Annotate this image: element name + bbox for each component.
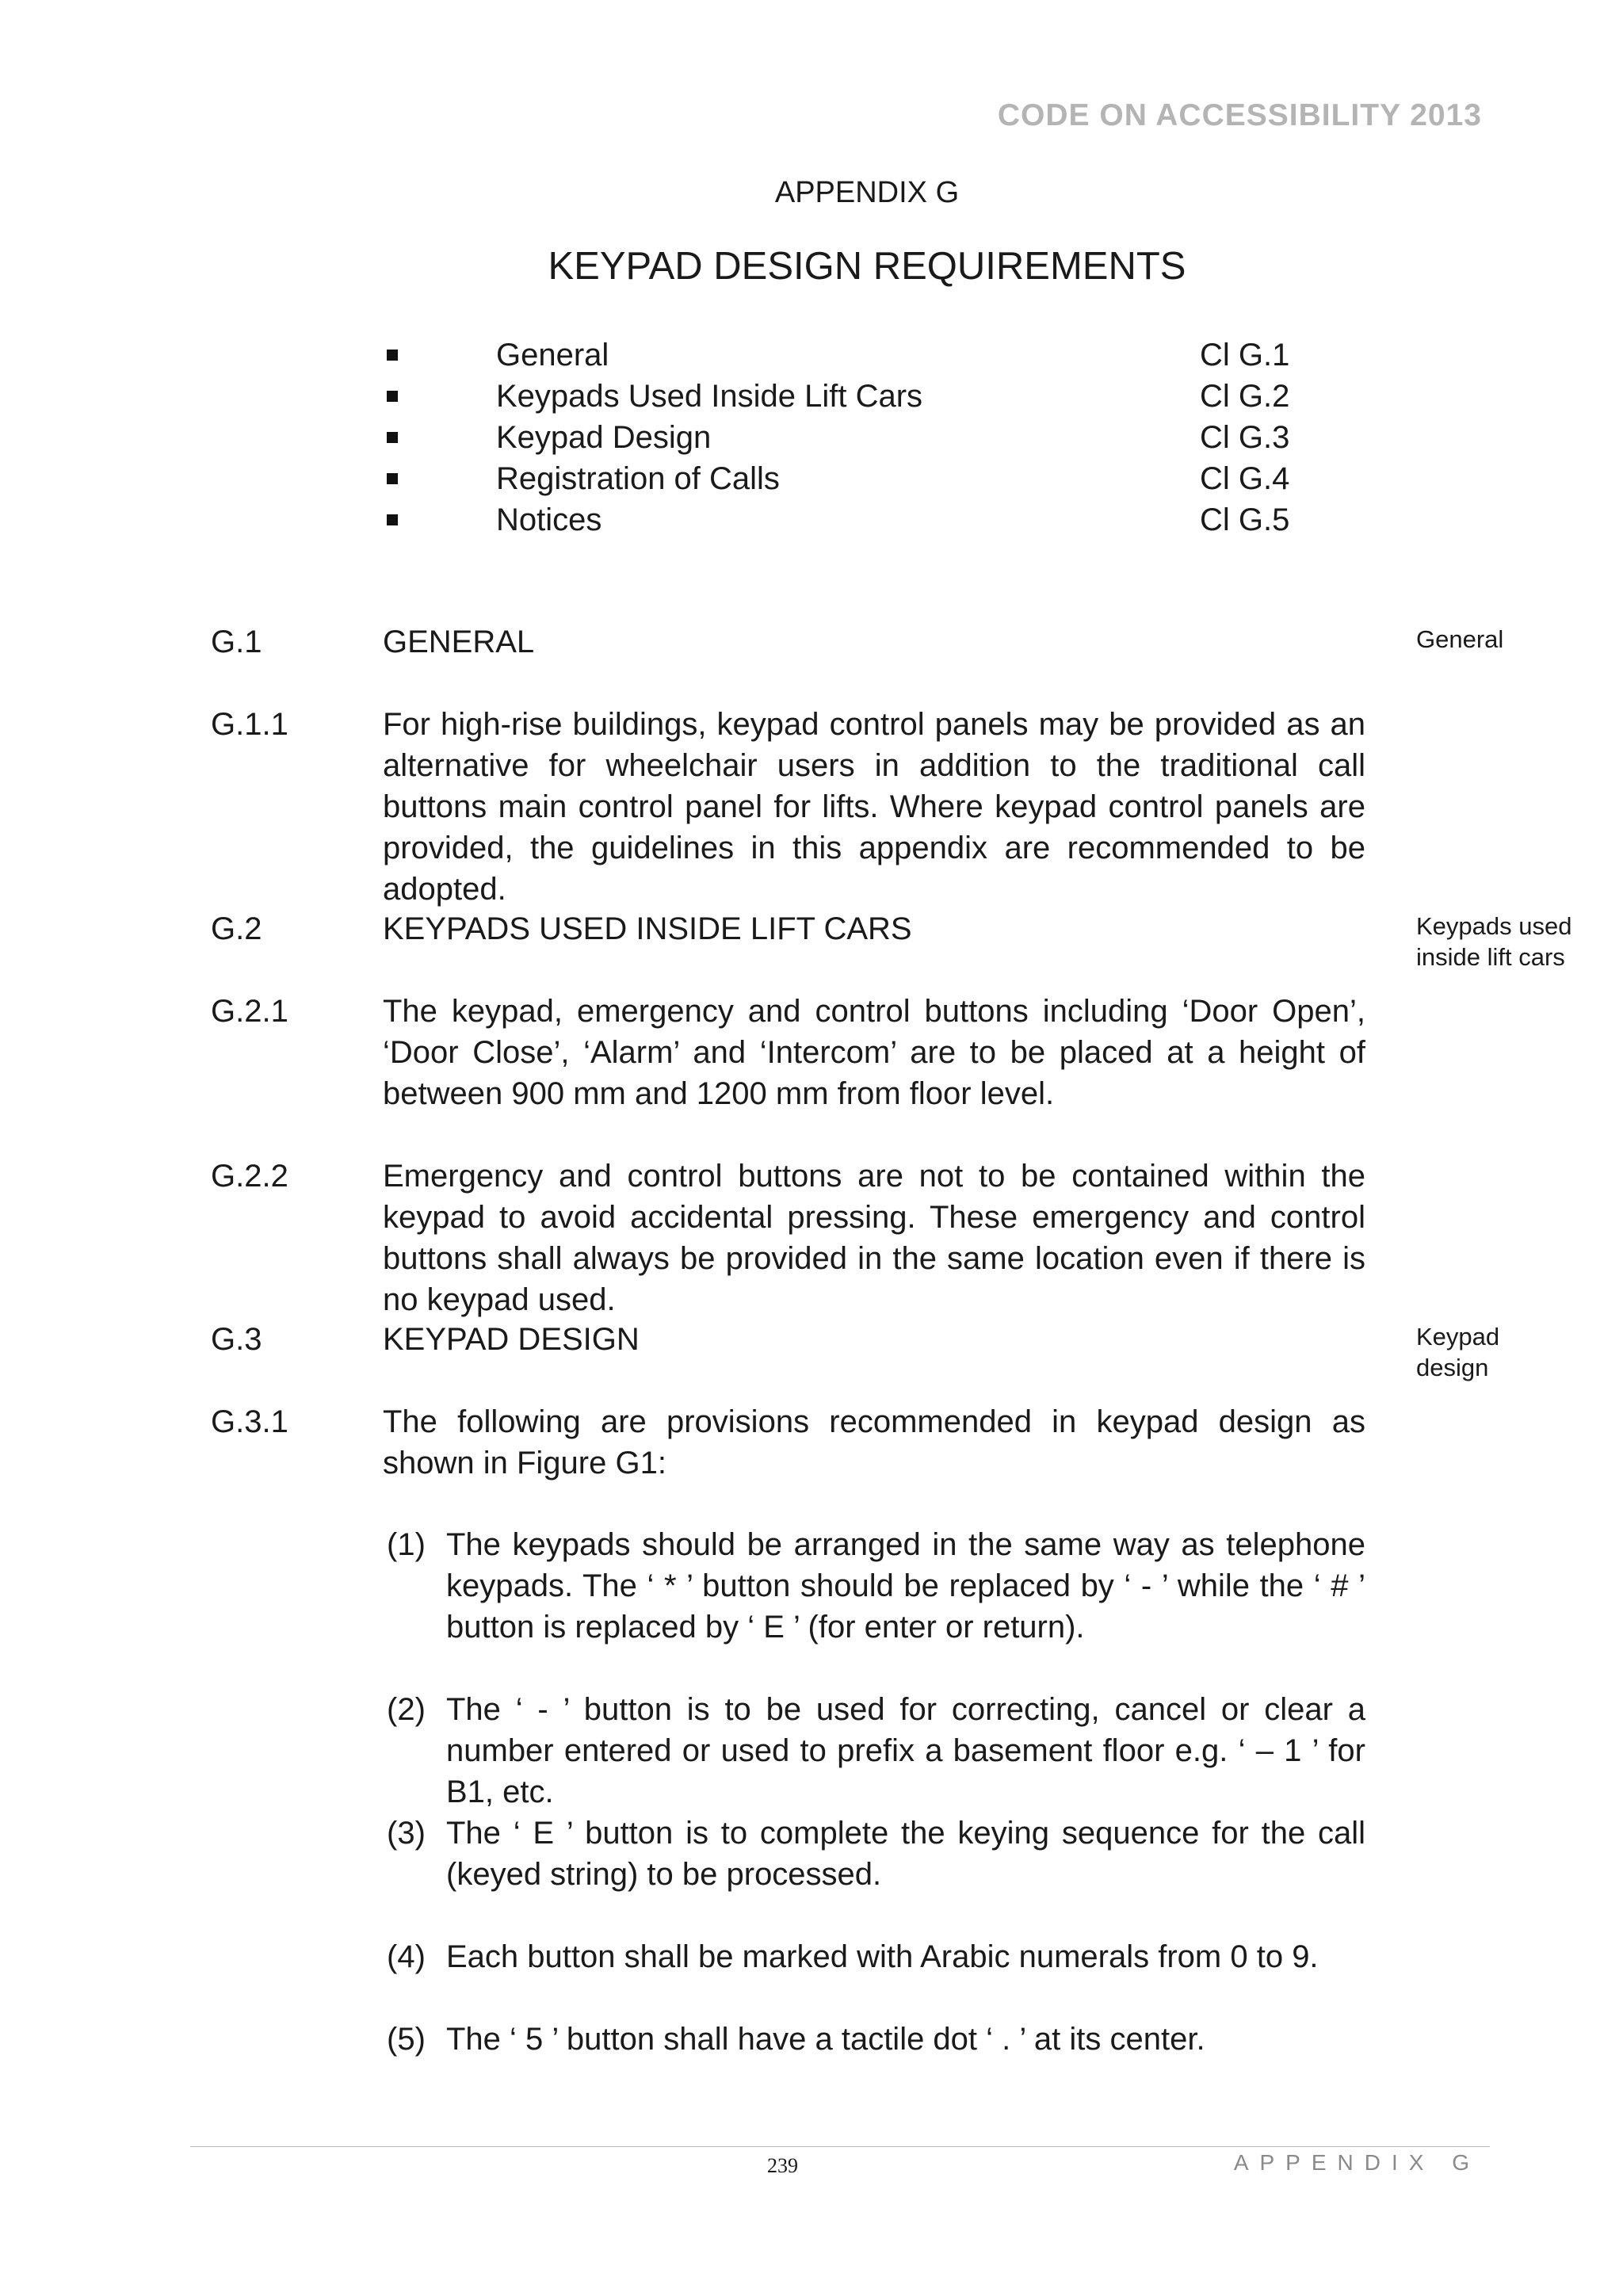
contents-item	[387, 458, 1290, 499]
bullet-icon	[387, 432, 398, 443]
contents-item	[387, 376, 1290, 417]
contents-item-ref: Cl G.1	[1200, 338, 1290, 372]
clause-text: The following are provisions recommended in keypad design as shown in Figure G1:	[383, 1404, 1365, 1480]
contents-item-label: Keypads Used Inside Lift Cars	[496, 379, 923, 414]
contents-item	[387, 334, 1290, 376]
contents-item	[387, 417, 1290, 458]
contents-item-label: General	[496, 338, 609, 372]
appendix-label: APPENDIX G	[774, 176, 960, 209]
running-header: CODE ON ACCESSIBILITY 2013	[997, 98, 1482, 132]
section-title: GENERAL	[383, 625, 535, 659]
section-number: G.1	[211, 625, 262, 659]
clause-text: For high-rise buildings, keypad control panels may be provided as an alternative for wheelchair users in addition to the traditional call buttons main control panel for lifts. Where keypad control panels are provided, the guidelines in this appendix are recommended to be adopted.	[383, 707, 1365, 907]
list-item: The ‘ - ’ button is to be used for correcting, cancel or clear a number entered or used to prefix a basement floor e.g. ‘ – 1 ’ for B1, etc.	[446, 1692, 1365, 1809]
contents-item-label: Notices	[496, 502, 602, 537]
bullet-icon	[387, 391, 398, 402]
list-item-number: (5)	[387, 2022, 426, 2057]
clause-number: G.1.1	[211, 707, 288, 742]
margin-note: Keypads used inside lift cars	[1416, 912, 1572, 971]
list-item-number: (3)	[387, 1816, 426, 1851]
list-item: The keypads should be arranged in the same way as telephone keypads. The ‘ * ’ button should be replaced by ‘ - ’ while the ‘ # ’ button is replaced by ‘ E ’ (for enter or return).	[446, 1527, 1365, 1645]
contents-list	[387, 334, 1290, 541]
contents-item-ref: Cl G.3	[1200, 420, 1290, 455]
bullet-icon	[387, 350, 398, 361]
bullet-icon	[387, 473, 398, 484]
footer-divider	[190, 2146, 1490, 2147]
page-number: 239	[767, 2154, 798, 2177]
list-item: Each button shall be marked with Arabic numerals from 0 to 9.	[446, 1939, 1319, 1974]
list-item: The ‘ 5 ’ button shall have a tactile dot ‘ . ’ at its center.	[446, 2022, 1205, 2057]
contents-item-ref: Cl G.4	[1200, 461, 1290, 496]
list-item-number: (1)	[387, 1527, 426, 1562]
section-number: G.3	[211, 1322, 262, 1357]
section-number: G.2	[211, 911, 262, 946]
clause-text: The keypad, emergency and control buttons including ‘Door Open’, ‘Door Close’, ‘Alarm’ and ‘Intercom’ are to be placed at a height of between 900 mm and 1200 mm from floor level.	[383, 994, 1365, 1111]
list-item: The ‘ E ’ button is to complete the keying sequence for the call (keyed string) to be processed.	[446, 1816, 1365, 1892]
contents-item	[387, 499, 1290, 541]
list-item-number: (2)	[387, 1692, 426, 1727]
contents-item-label: Registration of Calls	[496, 461, 780, 496]
margin-note: Keypad design	[1416, 1323, 1500, 1381]
clause-number: G.2.1	[211, 994, 288, 1029]
clause-number: G.3.1	[211, 1404, 288, 1439]
clause-text: Emergency and control buttons are not to be contained within the keypad to avoid accidental pressing. These emergency and control buttons shall always be provided in the same location even if there is no keypad used.	[383, 1159, 1365, 1317]
contents-item-ref: Cl G.2	[1200, 379, 1290, 414]
list-item-number: (4)	[387, 1939, 426, 1974]
contents-item-label: Keypad Design	[496, 420, 712, 455]
bullet-icon	[387, 514, 398, 525]
section-title: KEYPADS USED INSIDE LIFT CARS	[383, 911, 912, 946]
margin-note: General	[1416, 625, 1504, 653]
section-title: KEYPAD DESIGN	[383, 1322, 640, 1357]
footer-appendix-label: APPENDIX G	[1233, 2150, 1480, 2175]
contents-item-ref: Cl G.5	[1200, 502, 1290, 537]
clause-number: G.2.2	[211, 1159, 288, 1194]
page-title: KEYPAD DESIGN REQUIREMENTS	[548, 245, 1186, 288]
